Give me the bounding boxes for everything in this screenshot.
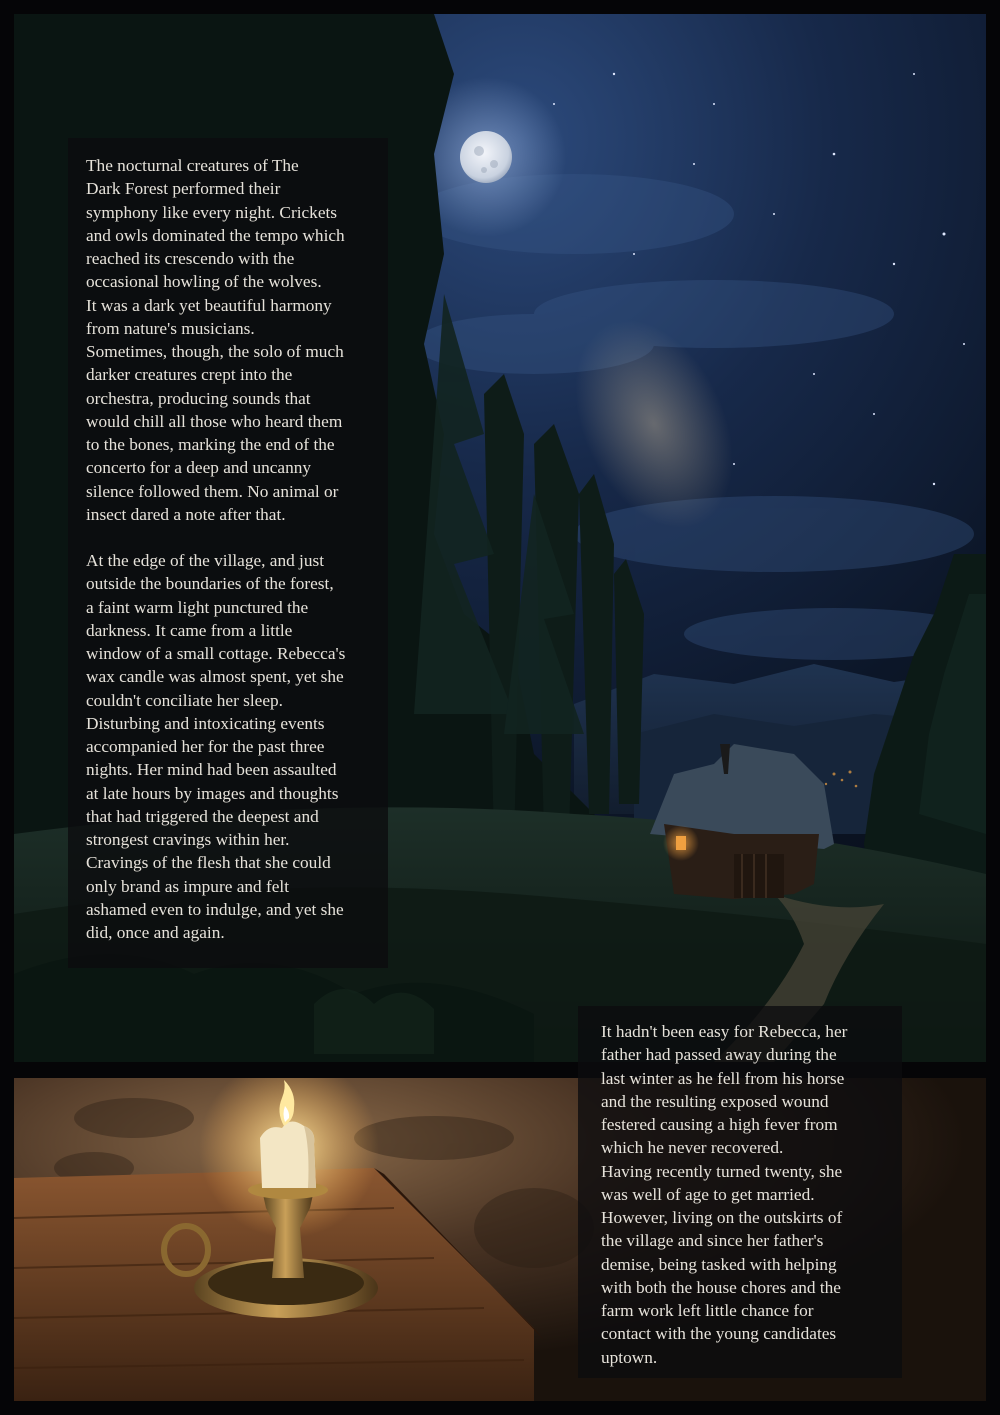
story-paragraph-1: The nocturnal creatures of The Dark Forest performed their symphony like every night. Crickets and owls dominated the tempo which reached its crescendo with the occasional howling of the wolves. It was a dark yet beautiful harmony from nature's musicians. Sometimes, though, the solo of much darker creatures crept into the orchestra, producing sounds that would chill all those who heard them to the bones, marking the end of the concerto for a deep and uncanny silence followed them. No animal or insect dared a note after that.: [86, 156, 345, 524]
moon: [460, 131, 512, 183]
story-text-box-top: [68, 138, 388, 968]
story-paragraph-2: At the edge of the village, and just outside the boundaries of the forest, a faint warm light punctured the darkness. It came from a little window of a small cottage. Rebecca's wax candle was almost spent, yet she couldn't conciliate her sleep. Disturbing and intoxicating events accompanied her for the past three nights. Her mind had been assaulted at late hours by images and thoughts that had triggered the deepest and strongest cravings within her. Cravings of the flesh that she could only brand as impure and felt ashamed even to indulge, and yet she did, once and again.: [86, 551, 346, 942]
story-text-box-bottom: [578, 1006, 902, 1378]
story-paragraph-3: It hadn't been easy for Rebecca, her father had passed away during the last winter as he fell from his horse and the resulting exposed wound festered causing a high fever from which he never recovered. Having recently turned twenty, she was well of age to get married. However, living on the outskirts of the village and since her father's demise, being tasked with helping with both the house chores and the farm work left little chance for contact with the young candidates uptown.: [601, 1022, 848, 1367]
